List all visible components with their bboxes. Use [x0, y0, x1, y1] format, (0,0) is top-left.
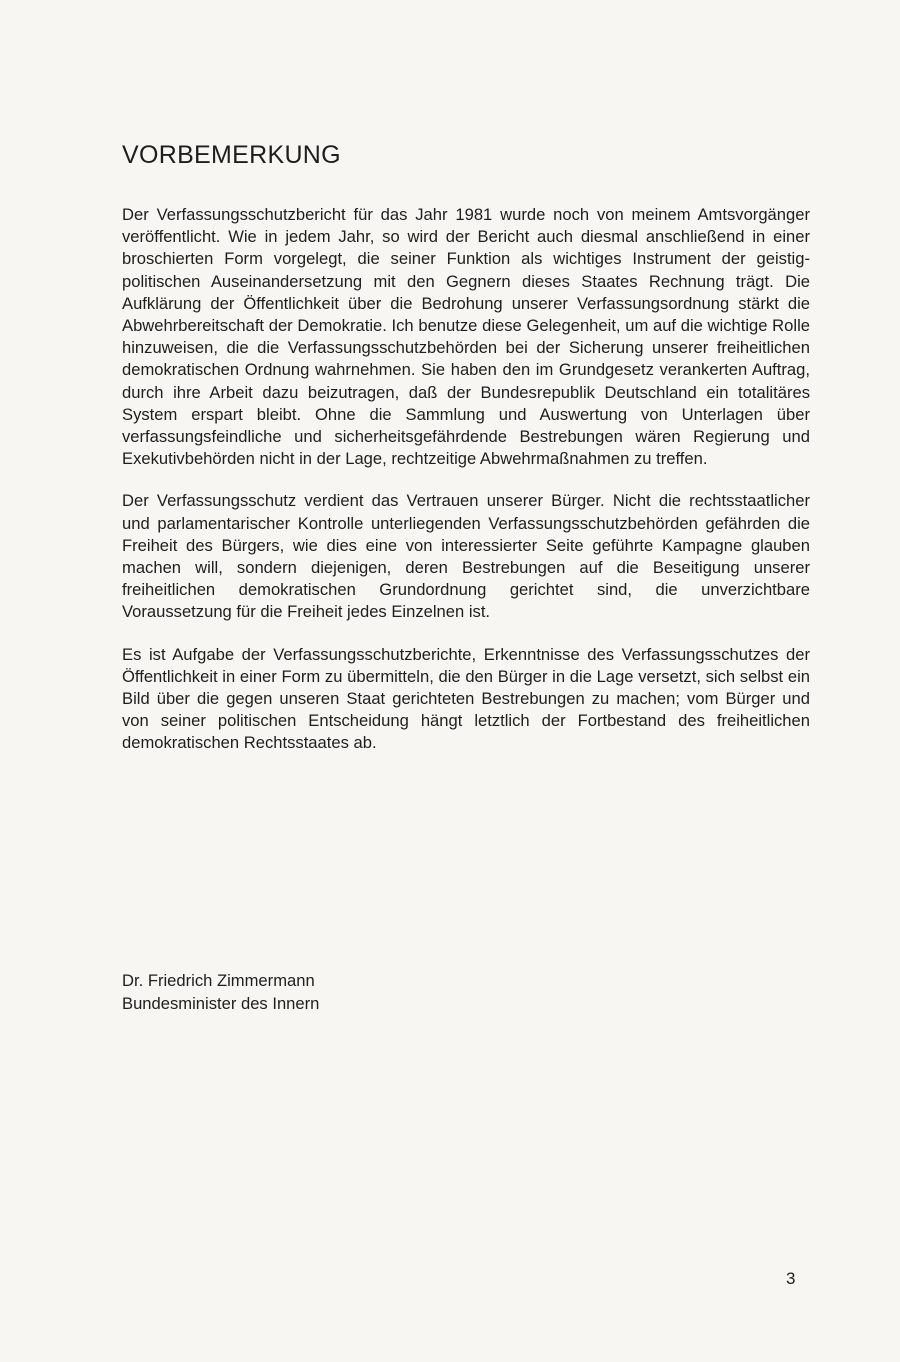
- signature-position: Bundesminister des Innern: [122, 993, 320, 1013]
- signature-name: Dr. Friedrich Zimmermann: [122, 971, 315, 990]
- page-number: 3: [786, 1269, 796, 1288]
- paragraph-1: Der Verfassungsschutzbericht für das Jahr 1981 wurde noch von meinem Amtsvorgänger veröffentlicht. Wie in jedem Jahr, so wird der Bericht auch diesmal anschließend in einer broschierten Form vorgelegt, die seiner Funktion als wichtiges Instrument der geistig-politischen Auseinandersetzung mit den Gegnern dieses Staates Rechnung trägt. Die Aufklärung der Öffentlichkeit über die Bedrohung unserer Verfassungsordnung stärkt die Abwehrbereitschaft der Demokratie. Ich benutze diese Gelegenheit, um auf die wichtige Rolle hinzuweisen, die die Verfassungsschutzbehörden bei der Sicherung unserer freiheitlichen demokratischen Ordnung wahrnehmen. Sie haben den im Grundgesetz verankerten Auftrag, durch ihre Arbeit dazu beizutragen, daß der Bundesrepublik Deutschland ein totalitäres System erspart bleibt. Ohne die Sammlung und Auswertung von Unterlagen über verfassungsfeindliche und sicherheitsgefährdende Bestrebungen wären Regierung und Exekutivbehörden nicht in der Lage, rechtzeitige Abwehrmaßnahmen zu treffen.: [122, 205, 810, 469]
- body-text: [122, 204, 810, 775]
- paragraph-2: Der Verfassungsschutz verdient das Vertrauen unserer Bürger. Nicht die rechtsstaatlicher und parlamentarischer Kontrolle unterliegenden Verfassungsschutzbehörden gefährden die Freiheit des Bürgers, wie dies eine von interessierter Seite geführte Kampagne glauben machen will, sondern diejenigen, deren Bestrebungen auf die Beseitigung unserer freiheitlichen demokratischen Grundordnung gerichtet sind, die unverzichtbare Voraussetzung für die Freiheit jedes Einzelnen ist.: [122, 491, 810, 622]
- page-title: VORBEMERKUNG: [122, 141, 341, 169]
- signature-block: [122, 970, 319, 1015]
- paragraph-3: Es ist Aufgabe der Verfassungsschutzberichte, Erkenntnisse des Verfassungsschutzes der Öffentlichkeit in einer Form zu übermitteln, die den Bürger in die Lage versetzt, sich selbst ein Bild über die gegen unseren Staat gerichteten Bestrebungen zu machen; vom Bürger und von seiner politischen Entscheidung hängt letztlich der Fortbestand des freiheitlichen demokratischen Rechtsstaates ab.: [122, 644, 810, 753]
